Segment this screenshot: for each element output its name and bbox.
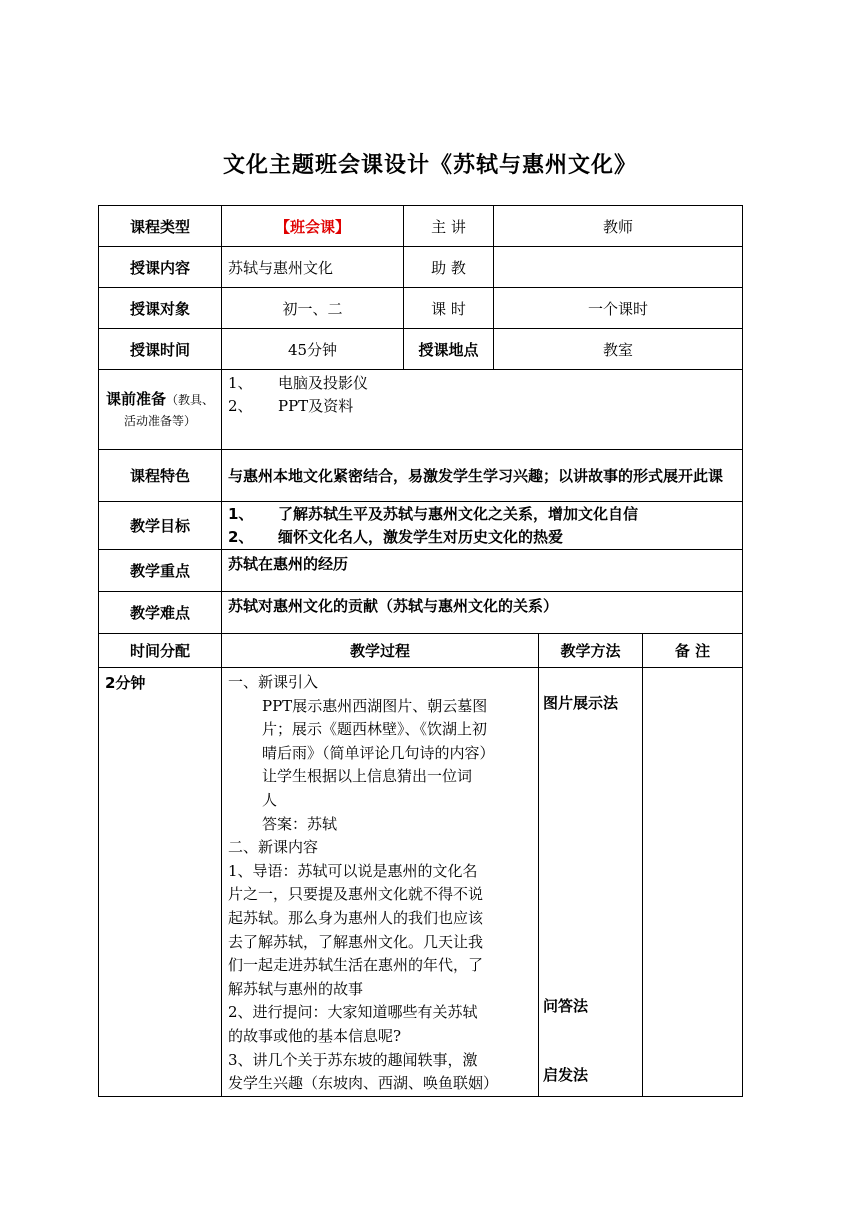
table-row	[99, 247, 743, 288]
prep-label-cell	[99, 370, 222, 450]
place-value: 教室	[494, 329, 743, 370]
header-time: 时间分配	[99, 634, 222, 668]
process-content	[222, 668, 539, 1097]
process-line: 晴后雨》（简单评论几句诗的内容）	[262, 743, 495, 762]
method-item: 图片展示法	[543, 694, 619, 712]
process-line: 二、新课内容	[228, 838, 319, 857]
process-line: 解苏轼与惠州的故事	[228, 979, 364, 998]
process-line: 去了解苏轼，了解惠州文化。几天让我	[228, 932, 484, 951]
process-line: PPT展示惠州西湖图片、朝云墓图	[262, 696, 488, 715]
table-row	[99, 288, 743, 329]
time-label: 授课时间	[99, 329, 222, 370]
goal-items	[222, 502, 743, 550]
key-label: 教学重点	[99, 550, 222, 592]
feature-value: 与惠州本地文化紧密结合，易激发学生学习兴趣；以讲故事的形式展开此课	[222, 450, 743, 502]
process-line: 发学生兴趣（东坡肉、西湖、唤鱼联姻）	[228, 1074, 499, 1093]
process-line: 2、进行提问：大家知道哪些有关苏轼	[228, 1003, 478, 1022]
table-row	[99, 370, 743, 450]
time-value: 45分钟	[222, 329, 404, 370]
hours-label: 课 时	[404, 288, 494, 329]
target-label: 授课对象	[99, 288, 222, 329]
method-item: 启发法	[543, 1066, 589, 1084]
feature-label: 课程特色	[99, 450, 222, 502]
process-line: 3、讲几个关于苏东坡的趣闻轶事，激	[228, 1050, 478, 1069]
process-line: 片；展示《题西林壁》、《饮湖上初	[262, 720, 488, 739]
process-line: 起苏轼。那么身为惠州人的我们也应该	[228, 908, 484, 927]
difficulty-label: 教学难点	[99, 592, 222, 634]
content-value: 苏轼与惠州文化	[222, 247, 404, 288]
hours-value: 一个课时	[494, 288, 743, 329]
process-line: 一、新课引入	[228, 673, 319, 691]
lesson-plan-table	[98, 205, 743, 1097]
difficulty-value: 苏轼对惠州文化的贡献（苏轼与惠州文化的关系）	[222, 592, 743, 634]
prep-label: 课前准备	[105, 389, 166, 408]
process-line: 人	[262, 790, 278, 809]
content-label: 授课内容	[99, 247, 222, 288]
table-row	[99, 329, 743, 370]
list-item: 2、 PPT及资料	[228, 397, 354, 415]
table-row	[99, 592, 743, 634]
speaker-label: 主 讲	[404, 206, 494, 247]
list-item: 1、 电脑及投影仪	[228, 374, 369, 392]
table-row	[99, 502, 743, 550]
process-note	[643, 668, 743, 1097]
process-methods	[539, 668, 643, 1097]
prep-note: （教具、活动准备等）	[123, 392, 215, 428]
target-value: 初一、二	[222, 288, 404, 329]
goal-label: 教学目标	[99, 502, 222, 550]
process-line: 们一起走进苏轼生活在惠州的年代，了	[228, 956, 484, 975]
process-line: 的故事或他的基本信息呢?	[228, 1026, 402, 1045]
process-line: 让学生根据以上信息猜出一位词	[262, 767, 473, 786]
list-item: 1、 了解苏轼生平及苏轼与惠州文化之关系，增加文化自信	[228, 504, 639, 523]
header-note: 备 注	[643, 634, 743, 668]
method-item: 问答法	[543, 997, 589, 1015]
page-title: 文化主题班会课设计《苏轼与惠州文化》	[222, 153, 637, 178]
table-row	[99, 450, 743, 502]
prep-items	[222, 370, 743, 450]
table-row	[99, 206, 743, 247]
table-row	[99, 550, 743, 592]
process-line: 片之一，只要提及惠州文化就不得不说	[228, 885, 484, 904]
header-method: 教学方法	[539, 634, 643, 668]
table-row	[99, 634, 743, 668]
process-time: 2分钟	[99, 668, 222, 1097]
speaker-value: 教师	[494, 206, 743, 247]
assistant-label: 助 教	[404, 247, 494, 288]
place-label: 授课地点	[404, 329, 494, 370]
course-type-value: 【班会课】	[222, 206, 404, 247]
list-item: 2、 缅怀文化名人，激发学生对历史文化的热爱	[228, 527, 564, 546]
course-type-label: 课程类型	[99, 206, 222, 247]
table-row	[99, 668, 743, 1097]
process-line: 答案：苏轼	[262, 814, 338, 833]
assistant-value	[494, 247, 743, 288]
process-line: 1、导语：苏轼可以说是惠州的文化名	[228, 861, 478, 880]
header-process: 教学过程	[222, 634, 539, 668]
key-value: 苏轼在惠州的经历	[222, 550, 743, 592]
